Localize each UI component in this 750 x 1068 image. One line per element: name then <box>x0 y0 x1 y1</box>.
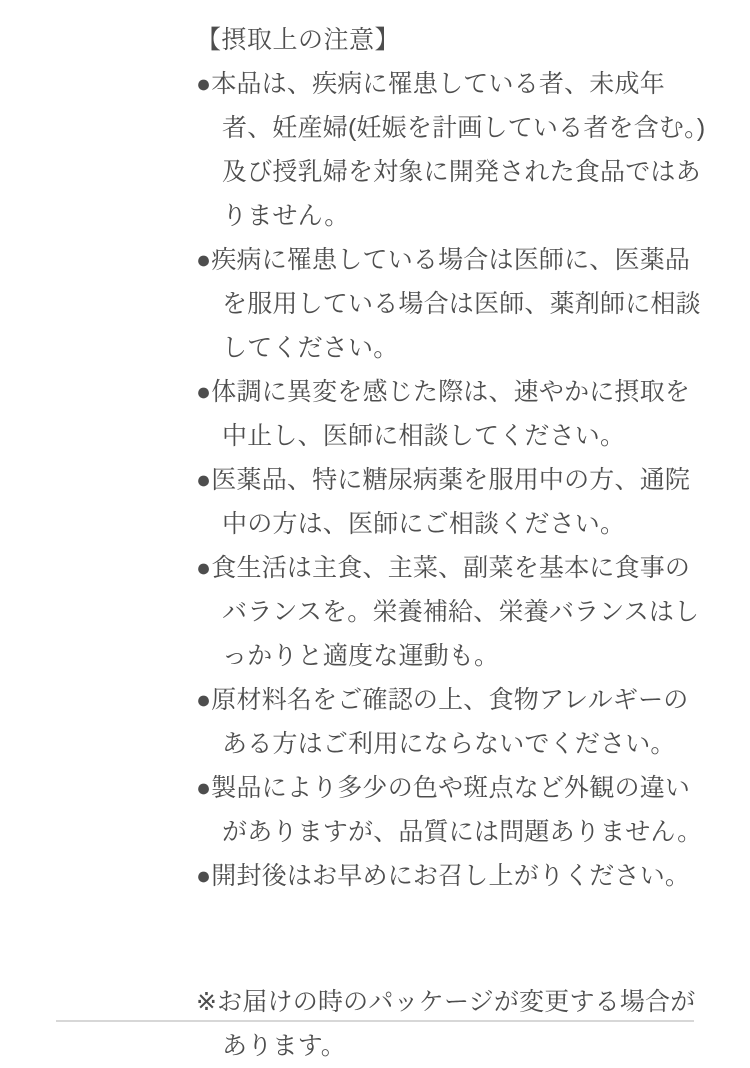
list-item: ●原材料名をご確認の上、食物アレルギーのある方はご利用にならないでください。 <box>196 686 689 758</box>
list-item: ●疾病に罹患している場合は医師に、医薬品を服用している場合は医師、薬剤師に相談してください。 <box>196 246 701 362</box>
list-item: ●開封後はお早めにお召し上がりください。 <box>196 862 691 890</box>
list-item: ●体調に異変を感じた際は、速やかに摂取を中止し、医師に相談してください。 <box>196 378 691 450</box>
notes-list <box>196 62 710 898</box>
list-item: ●製品により多少の色や斑点など外観の違いがありますが、品質には問題ありません。 <box>196 774 703 846</box>
bottom-divider <box>56 1020 694 1022</box>
list-item: ●医薬品、特に糖尿病薬を服用中の方、通院中の方は、医師にご相談ください。 <box>196 466 691 538</box>
package-change-footnote: ※お届けの時のパッケージが変更する場合があります。 <box>196 988 696 1060</box>
list-item: ●食生活は主食、主菜、副菜を基本に食事のバランスを。栄養補給、栄養バランスはしっかりと適度な運動も。 <box>196 554 700 670</box>
list-item: ●本品は、疾病に罹患している者、未成年者、妊産婦(妊娠を計画している者を含む。)及び授乳婦を対象に開発された食品ではありません。 <box>196 70 706 230</box>
page-title: 【摂取上の注意】 <box>196 26 401 54</box>
